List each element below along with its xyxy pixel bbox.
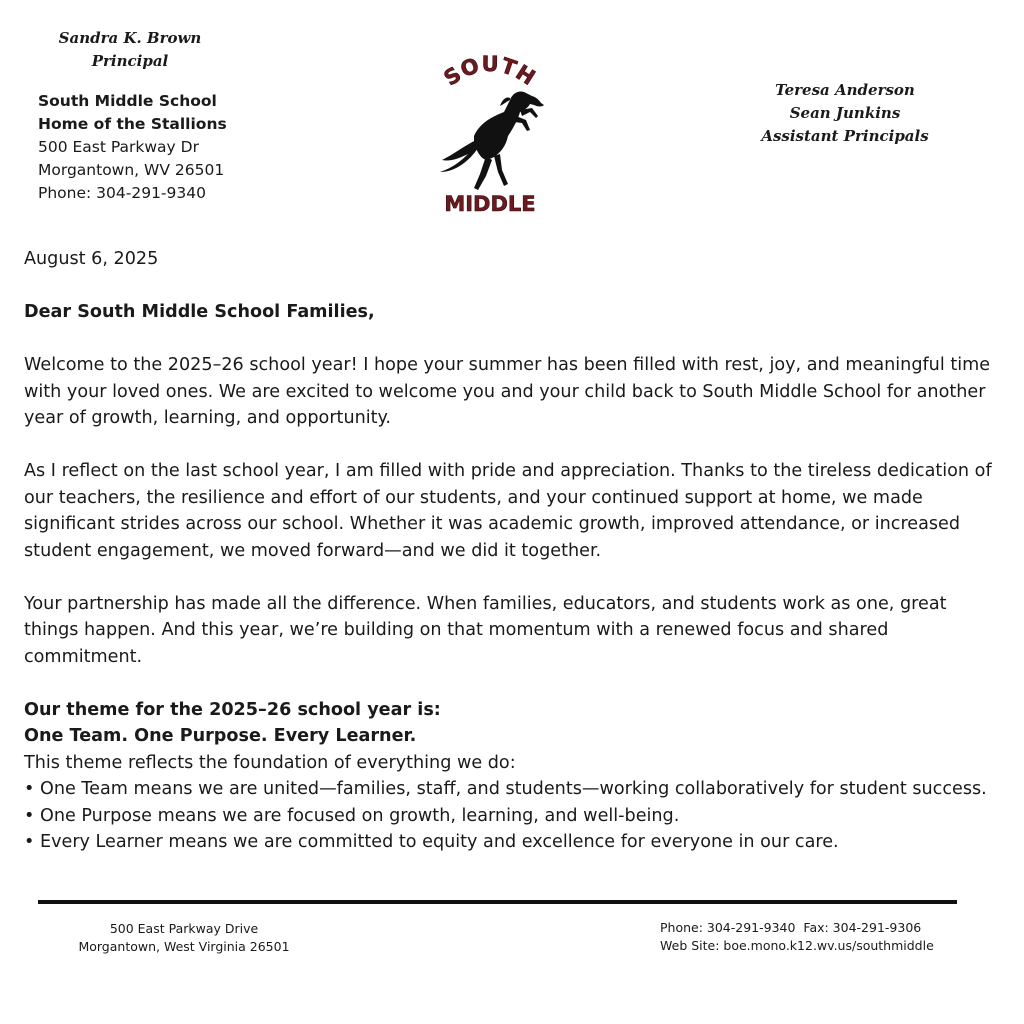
rearing-stallion-icon: [440, 91, 544, 190]
letter-greeting: Dear South Middle School Families,: [24, 302, 375, 322]
assistant-principals-block: [755, 79, 935, 148]
principal-block: [40, 27, 220, 73]
theme-bullet: • One Purpose means we are focused on growth, learning, and well-being.: [24, 805, 680, 826]
assistant-name: Sean Junkins: [789, 104, 901, 122]
principal-title: Principal: [91, 52, 169, 70]
school-logo: [420, 50, 560, 220]
school-name: South Middle School: [38, 92, 217, 110]
school-city: Morgantown, WV 26501: [38, 161, 225, 179]
letter-date: August 6, 2025: [24, 249, 159, 269]
footer-address-line: 500 East Parkway Drive: [109, 921, 259, 936]
footer-address: [40, 920, 328, 956]
school-phone: Phone: 304-291-9340: [38, 184, 206, 202]
assistant-name: Teresa Anderson: [775, 81, 915, 99]
footer-website: Web Site: boe.mono.k12.wv.us/southmiddle: [660, 938, 934, 953]
footer-address-line: Morgantown, West Virginia 26501: [78, 939, 290, 954]
footer-contact: [660, 919, 934, 955]
footer-divider: [38, 900, 957, 904]
theme-heading: Our theme for the 2025–26 school year is:: [24, 699, 441, 720]
school-info: [38, 90, 227, 205]
school-tagline: Home of the Stallions: [38, 115, 227, 133]
letter-paragraph: Your partnership has made all the difference. When families, educators, and students work as one, great things happen. And this year, we’re building on that momentum with a renewed focus and shared commitment.: [24, 593, 947, 667]
theme-bullet: • One Team means we are united—families, staff, and students—working collaboratively for student success.: [24, 779, 987, 799]
principal-name: Sandra K. Brown: [58, 29, 202, 47]
theme-intro: This theme reflects the foundation of everything we do:: [24, 752, 516, 773]
assistant-title: Assistant Principals: [761, 127, 929, 145]
logo-top-text: SOUTH: [439, 51, 541, 91]
logo-bottom-text: MIDDLE: [444, 192, 536, 216]
footer-phone-fax: Phone: 304-291-9340 Fax: 304-291-9306: [660, 920, 922, 935]
theme-bullet: • Every Learner means we are committed to equity and excellence for everyone in our care.: [24, 832, 839, 852]
school-street: 500 East Parkway Dr: [38, 138, 199, 156]
letter-body: [24, 246, 999, 856]
theme-motto: One Team. One Purpose. Every Learner.: [24, 726, 417, 746]
letter-paragraph: As I reflect on the last school year, I am filled with pride and appreciation. Thanks to the tireless dedication of our teachers, the resilience and effort of our students, and your continued support at home, we made significant strides across our school. Whether it was academic growth, improved attendance, or increased student engagement, we moved forward—and we did it together.: [24, 461, 992, 561]
letter-paragraph: Welcome to the 2025–26 school year! I hope your summer has been filled with rest, joy, and meaningful time with your loved ones. We are excited to welcome you and your child back to South Middle School for another year of growth, learning, and opportunity.: [24, 355, 991, 428]
